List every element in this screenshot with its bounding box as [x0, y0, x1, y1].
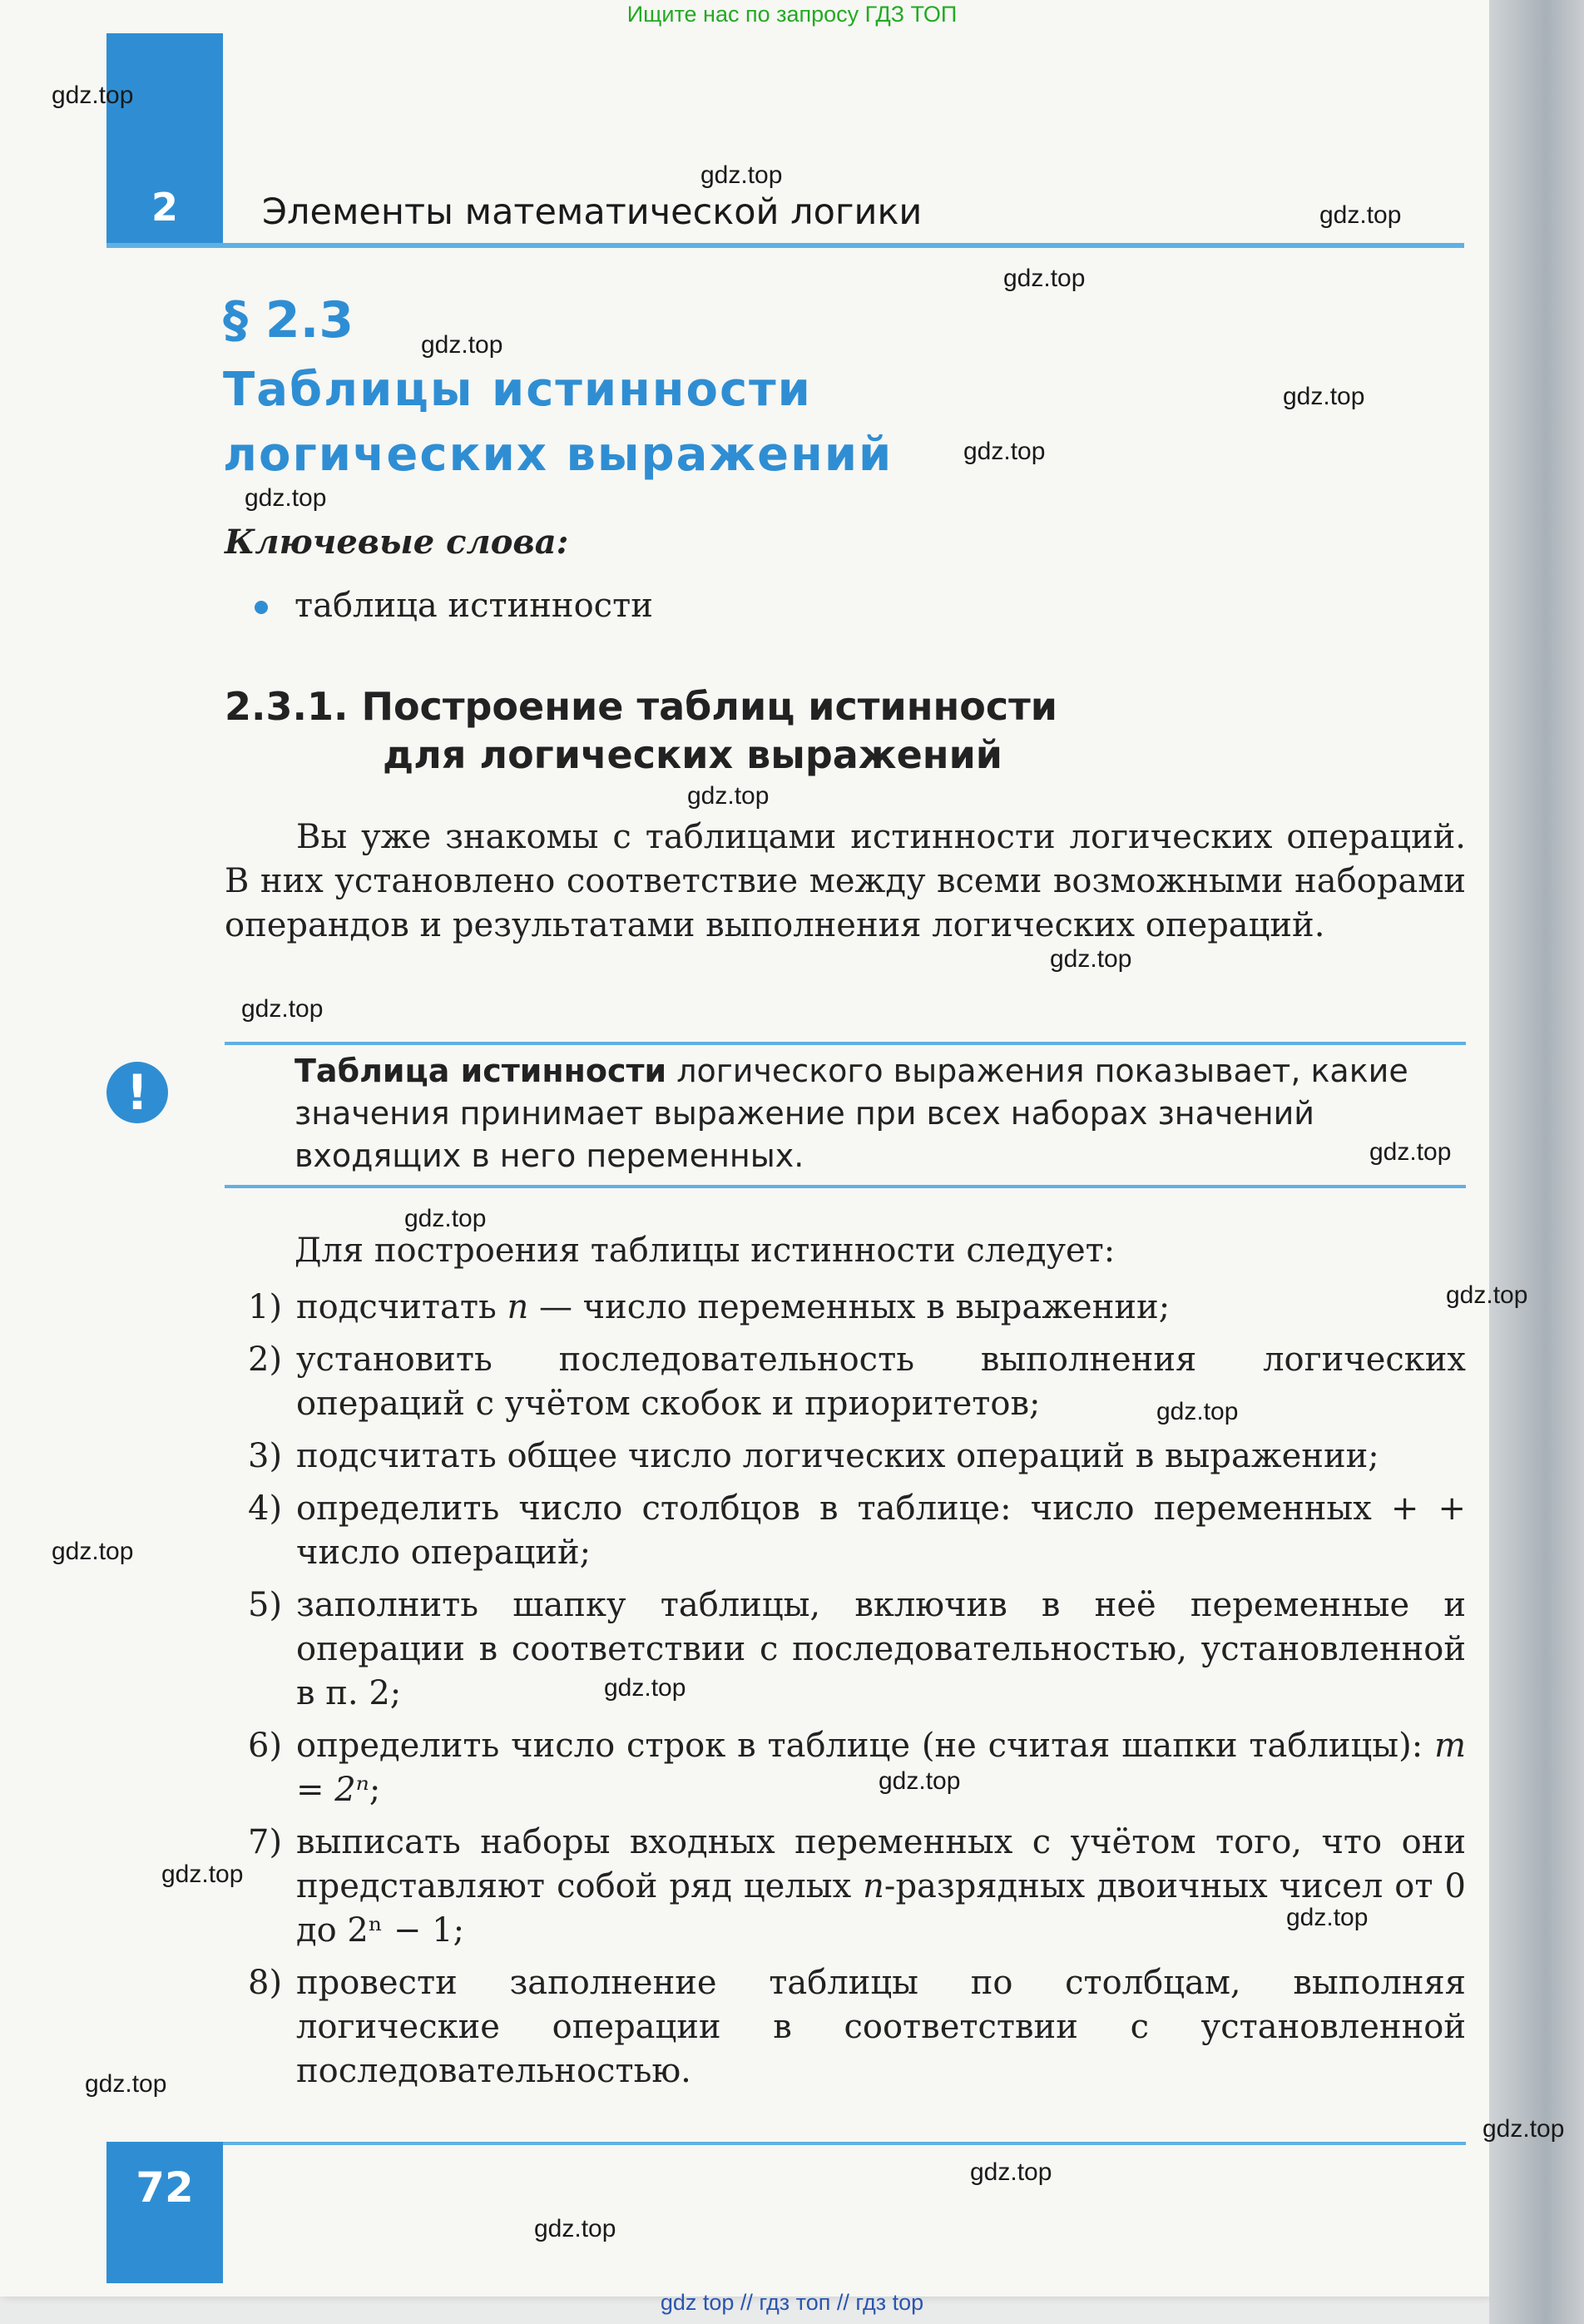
watermark: gdz.top — [534, 2215, 616, 2242]
watermark: gdz.top — [161, 1861, 244, 1888]
chapter-number: 2 — [151, 185, 178, 230]
section-title — [223, 358, 972, 488]
list-item: 7) выписать наборы входных переменных с учётом того, что они представляют собой ряд целых n-разрядных двоичных чисел от 0 до 2ⁿ − 1; — [248, 1823, 1466, 1950]
watermark: gdz.top — [421, 331, 503, 359]
watermark: gdz.top — [963, 438, 1046, 465]
list-item: 6) определить число строк в таблице (не считая шапки таблицы): m = 2ⁿ; — [248, 1727, 1466, 1809]
watermark: gdz.top — [245, 484, 327, 512]
watermark: gdz.top — [1283, 383, 1365, 410]
watermark: gdz.top — [52, 82, 134, 109]
watermark: gdz.top — [1369, 1138, 1452, 1166]
watermark: gdz.top — [85, 2070, 167, 2098]
watermark: gdz.top — [604, 1674, 686, 1702]
intro-paragraph: Вы уже знакомы с таблицами истинности логических операций. В них установлено соответствие между всеми возможными наборами операндов и результатами выполнения логических операций. — [225, 818, 1466, 944]
definition-bottom-rule — [225, 1185, 1466, 1188]
top-banner[interactable]: Ищите нас по запросу ГДЗ ТОП — [626, 2, 958, 27]
steps-list — [241, 1286, 1466, 2102]
header-divider — [106, 243, 1464, 248]
watermark: gdz.top — [1483, 2115, 1565, 2143]
list-item: 4) определить число столбцов в таблице: число переменных + + число операций; — [248, 1489, 1466, 1572]
definition-term: Таблица истинности — [295, 1053, 667, 1089]
watermark: gdz.top — [700, 161, 783, 189]
section-title-line1: Таблицы истинности — [223, 363, 812, 417]
watermark: gdz.top — [687, 782, 770, 810]
watermark: gdz.top — [241, 995, 324, 1023]
chapter-title: Элементы математической логики — [262, 191, 923, 233]
list-item: 1) подсчитать n — число переменных в выражении; — [248, 1288, 1171, 1326]
watermark: gdz.top — [1050, 945, 1132, 973]
watermark: gdz.top — [404, 1205, 487, 1232]
watermark: gdz.top — [879, 1767, 961, 1795]
footer-divider — [223, 2142, 1466, 2145]
keywords-label: Ключевые слова: — [225, 523, 569, 562]
page-edge-shadow — [1489, 0, 1584, 2324]
watermark: gdz.top — [52, 1538, 134, 1565]
watermark: gdz.top — [1156, 1398, 1239, 1425]
watermark: gdz.top — [970, 2158, 1052, 2186]
keyword-text: таблица истинности — [295, 587, 653, 625]
section-number: § 2.3 — [223, 291, 354, 349]
subsection-line1: 2.3.1. Построение таблиц истинности — [225, 684, 1058, 729]
subsection-line2: для логических выражений — [383, 732, 1003, 777]
definition-top-rule — [225, 1042, 1466, 1045]
watermark: gdz.top — [1319, 201, 1402, 229]
watermark: gdz.top — [1286, 1904, 1369, 1931]
bottom-banner[interactable]: gdz top // гдз топ // гдз top — [660, 2290, 924, 2315]
list-item: 5) заполнить шапку таблицы, включив в неё переменные и операции в соответствии с последовательностью, установленной в п. 2; — [248, 1586, 1466, 1712]
list-item: 8) провести заполнение таблицы по столбцам, выполняя логические операции в соответствии с установленной последовательностью. — [248, 1964, 1466, 2090]
watermark: gdz.top — [1003, 265, 1086, 292]
list-item: 2) установить последовательность выполнения логических операций с учётом скобок и приоритетов; — [248, 1340, 1466, 1423]
steps-intro: Для построения таблицы истинности следует: — [295, 1231, 1116, 1270]
page-number: 72 — [136, 2163, 194, 2212]
definition-text: логического выражения показывает, какие значения принимает выражение при всех наборах значений входящих в него переменных. — [295, 1053, 1408, 1174]
watermark: gdz.top — [1446, 1281, 1528, 1309]
section-title-line2: логических выражений — [223, 428, 893, 482]
subsection-title — [225, 682, 1057, 779]
list-item: 3) подсчитать общее число логических операций в выражении; — [248, 1437, 1379, 1475]
keyword-item — [258, 587, 653, 625]
exclamation-icon: ! — [106, 1062, 168, 1123]
definition-box — [295, 1050, 1466, 1177]
